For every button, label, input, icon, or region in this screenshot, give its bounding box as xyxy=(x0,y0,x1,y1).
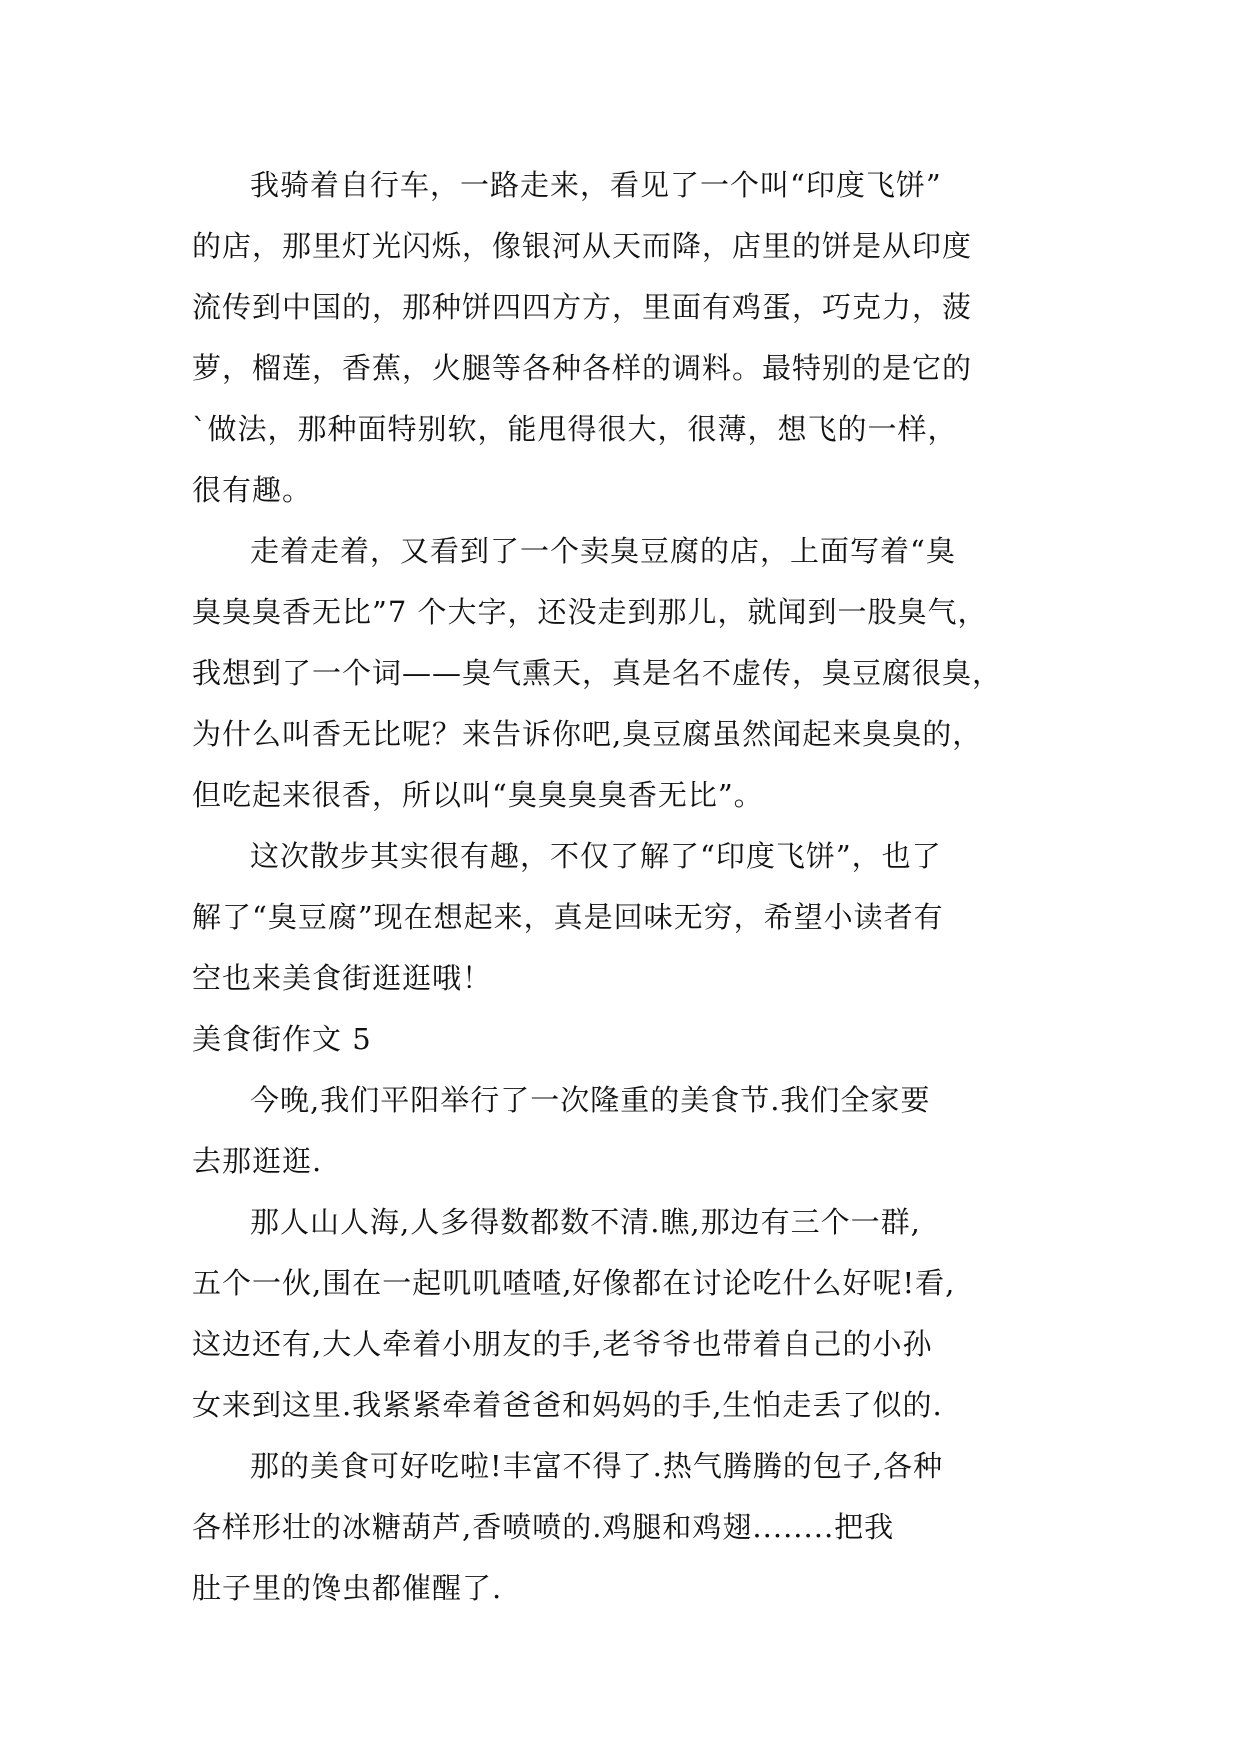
text-line: 臭臭臭香无比”7 个大字，还没走到那儿，就闻到一股臭气， xyxy=(192,595,988,629)
text-line: 那人山人海,人多得数都数不清.瞧,那边有三个一群, xyxy=(250,1205,921,1239)
text-line: 这边还有,大人牵着小朋友的手,老爷爷也带着自己的小孙 xyxy=(192,1327,933,1361)
paragraph-food-festival-intro xyxy=(192,1070,1050,1192)
text-line: 解了“臭豆腐”现在想起来，真是回味无穷，希望小读者有 xyxy=(192,900,944,934)
text-line: 我骑着自行车，一路走来，看见了一个叫“印度飞饼” xyxy=(250,168,942,202)
text-line: 萝，榴莲，香蕉，火腿等各种各样的调料。最特别的是它的 xyxy=(192,351,973,385)
text-line: 各样形壮的冰糖葫芦,香喷喷的.鸡腿和鸡翅........把我 xyxy=(192,1510,895,1544)
text-line: 为什么叫香无比呢？来告诉你吧,臭豆腐虽然闻起来臭臭的， xyxy=(192,717,983,751)
text-line: 走着走着，又看到了一个卖臭豆腐的店，上面写着“臭 xyxy=(250,534,956,568)
text-line: 女来到这里.我紧紧牵着爸爸和妈妈的手,生怕走丢了似的. xyxy=(192,1388,943,1422)
text-line: 空也来美食街逛逛哦！ xyxy=(192,961,493,995)
text-line: `做法，那种面特别软，能甩得很大，很薄，想飞的一样， xyxy=(192,412,958,446)
text-line: 我想到了一个词——臭气熏天，真是名不虚传，臭豆腐很臭， xyxy=(192,656,1003,690)
text-line: 但吃起来很香，所以叫“臭臭臭臭香无比”。 xyxy=(192,778,764,812)
text-line: 流传到中国的，那种饼四四方方，里面有鸡蛋，巧克力，菠 xyxy=(192,290,973,324)
text-line: 的店，那里灯光闪烁，像银河从天而降，店里的饼是从印度 xyxy=(192,229,973,263)
text-line: 今晚,我们平阳举行了一次隆重的美食节.我们全家要 xyxy=(250,1083,931,1117)
paragraph-stinky-tofu xyxy=(192,521,1050,826)
essay-heading xyxy=(192,1009,1050,1070)
paragraph-indian-flying-cake xyxy=(192,155,1050,521)
text-line: 去那逛逛. xyxy=(192,1144,323,1178)
paragraph-crowd xyxy=(192,1192,1050,1436)
heading-text: 美食街作文 5 xyxy=(192,1022,372,1056)
text-line: 很有趣。 xyxy=(192,473,313,507)
text-line: 这次散步其实很有趣，不仅了解了“印度飞饼”，也了 xyxy=(250,839,942,873)
text-line: 肚子里的馋虫都催醒了. xyxy=(192,1571,503,1605)
text-line: 五个一伙,围在一起叽叽喳喳,好像都在讨论吃什么好呢!看, xyxy=(192,1266,956,1300)
paragraph-walk-summary xyxy=(192,826,1050,1009)
paragraph-delicacies xyxy=(192,1436,1050,1619)
document-body xyxy=(192,155,1050,1619)
text-line: 那的美食可好吃啦!丰富不得了.热气腾腾的包子,各种 xyxy=(250,1449,944,1483)
